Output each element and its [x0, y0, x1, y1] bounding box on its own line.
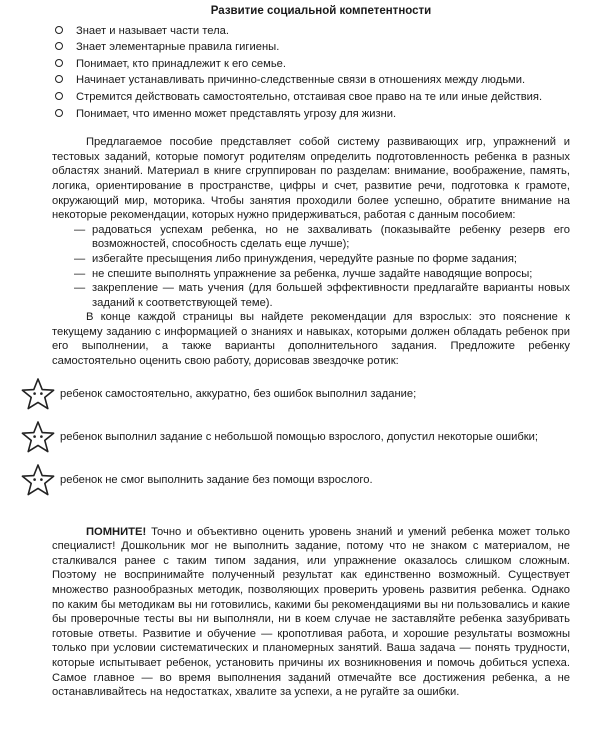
circle-bullet-icon	[55, 26, 63, 34]
skill-item	[52, 40, 570, 55]
skill-item	[52, 57, 570, 72]
circle-bullet-icon	[55, 92, 63, 100]
skill-text: Понимает, что именно может представлять угрозу для жизни.	[76, 107, 397, 120]
recommendation-text: не спешите выполнять упражнение за ребенка, лучше задайте наводящие вопросы;	[92, 267, 533, 280]
recommendation-text: радоваться успехам ребенка, но не захваливать (показывайте ребенку резерв его возможностей, способность сделать еще лучше);	[92, 223, 570, 251]
recommendation-item	[74, 223, 570, 252]
recommendation-text: закрепление — мать учения (для большей эффективности предлагайте варианты новых заданий к соответствующей теме).	[92, 282, 570, 309]
skill-text: Стремится действовать самостоятельно, отстаивая свое право на те или иные действия.	[76, 90, 543, 103]
rating-item	[20, 415, 570, 461]
skills-list	[52, 24, 570, 122]
skill-text: Знает элементарные правила гигиены.	[76, 41, 280, 54]
self-rating-list	[52, 375, 570, 501]
dash-marker: —	[74, 282, 86, 295]
recommendation-item	[74, 267, 570, 282]
rating-text: ребенок не смог выполнить задание без помощи взрослого.	[60, 474, 373, 487]
rating-item	[20, 461, 570, 501]
rating-text: ребенок выполнил задание с небольшой помощью взрослого, допустил некоторые ошибки;	[60, 431, 539, 444]
rating-item	[20, 375, 570, 415]
remember-label: ПОМНИТЕ!	[86, 525, 147, 538]
intro-paragraph: Предлагаемое пособие представляет собой систему развивающих игр, упражнений и тестовых заданий, которые помогут родителям определить подготовленность ребенка в разных областях знаний. Материал в книге сгруппирован по разделам: внимание, воображение, память, логика, ориентирование в пространстве, цифры и счет, развитие речи, подготовка к грамоте, окружающий мир, моторика. Чтобы занятия проходили более успешно, обратите внимание на некоторые рекомендации, которых нужно придерживаться, работая с данным пособием:	[52, 136, 570, 222]
circle-bullet-icon	[55, 109, 63, 117]
circle-bullet-icon	[55, 75, 63, 83]
remember-paragraph	[52, 525, 570, 700]
circle-bullet-icon	[55, 42, 63, 50]
recommendations-list	[52, 223, 570, 311]
dash-marker: —	[74, 267, 86, 280]
skill-text: Знает и называет части тела.	[76, 24, 229, 37]
skill-text: Понимает, кто принадлежит к его семье.	[76, 57, 287, 70]
star-face-icon	[20, 463, 56, 499]
end-of-page-paragraph: В конце каждой страницы вы найдете рекомендации для взрослых: это пояснение к текущему заданию с информацией о знаниях и навыках, которыми должен обладать ребенок при его выполнении, а также варианты дополнительного задания. Предложите ребенку самостоятельно оценить свою работу, дорисовав звездочке ротик:	[52, 311, 570, 368]
recommendation-text: избегайте пресыщения либо принуждения, чередуйте разные по форме задания;	[92, 252, 517, 265]
star-face-icon	[20, 420, 56, 456]
skill-item	[52, 107, 570, 122]
star-face-icon	[20, 377, 56, 413]
dash-marker: —	[74, 223, 86, 236]
remember-text: Точно и объективно оценить уровень знаний и умений ребенка может только специалист! Дошкольник мог не выполнить задание, потому что не знаком с материалом, не сталкивался ранее с таким типом задания, или упражнение оказалось слишком сложным. Поэтому не воспринимайте полученный результат как единственно возможный. Существует множество разнообразных методик, позволяющих проверить уровень развития ребенка. Однако по каким бы методикам вы ни готовились, какими бы рекомендациями вы ни пользовались и какие бы проверочные тесты вы ни выполняли, ни в коем случае не заставляйте ребенка зазубривать готовые ответы. Развитие и обучение — кропотливая работа, и хорошие результаты возможны только при условии систематических и планомерных занятий. Ваша задача — понять трудности, которые испытывает ребенок, установить причины их возникновения и помочь добиться успеха. Самое главное — во время выполнения заданий отмечайте все достижения ребенка, а не останавливайтесь на недостатках, хвалите за успехи, а не ругайте за ошибки.	[52, 525, 570, 699]
rating-text: ребенок самостоятельно, аккуратно, без ошибок выполнил задание;	[60, 388, 417, 401]
skill-text: Начинает устанавливать причинно-следственные связи в отношениях между людьми.	[76, 74, 526, 87]
circle-bullet-icon	[55, 59, 63, 67]
dash-marker: —	[74, 252, 86, 265]
skill-item	[52, 90, 570, 105]
skill-item	[52, 73, 570, 88]
recommendation-item	[74, 252, 570, 267]
section-heading: Развитие социальной компетентности	[210, 5, 432, 17]
recommendation-item	[74, 281, 570, 310]
skill-item	[52, 24, 570, 39]
